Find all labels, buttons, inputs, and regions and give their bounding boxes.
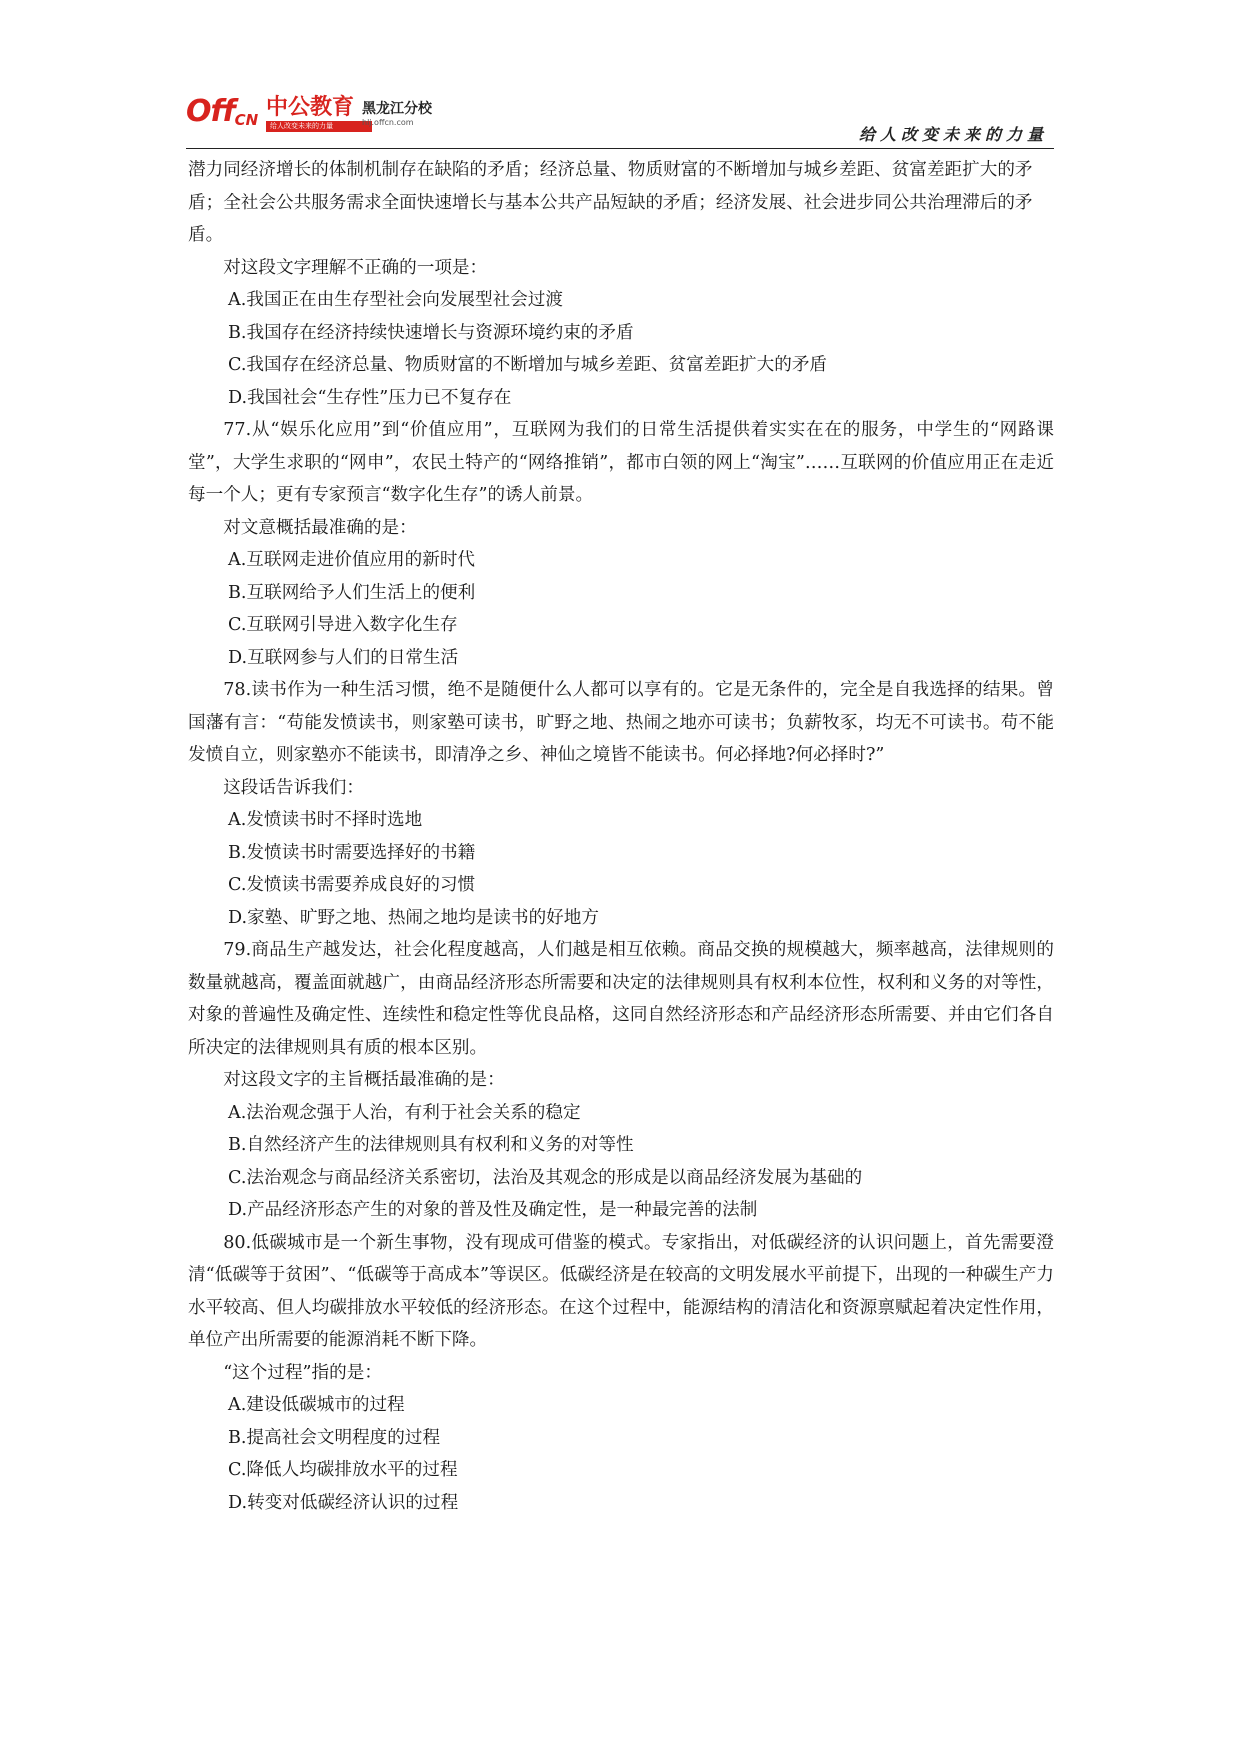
brand-slogan: 给人改变未来的力量 [266, 121, 372, 132]
q79-passage: 79.商品生产越发达，社会化程度越高，人们越是相互依赖。商品交换的规模越大，频率越高，法律规则的数量就越高，覆盖面就越广，由商品经济形态所需要和决定的法律规则具有权利本位性，权利和义务的对等性，对象的普遍性及确定性、连续性和稳定性等优良品格，这同自然经济形态和产品经济形态所需要、并由它们各自所决定的法律规则具有质的根本区别。 [188, 940, 1054, 1058]
q76-continuation: 潜力同经济增长的体制机制存在缺陷的矛盾；经济总量、物质财富的不断增加与城乡差距、贫富差距扩大的矛盾；全社会公共服务需求全面快速增长与基本公共产品短缺的矛盾；经济发展、社会进步同公共治理滞后的矛盾。 [188, 160, 1033, 245]
q78-option-d: D.家塾、旷野之地、热闹之地均是读书的好地方 [228, 907, 599, 928]
document-body [188, 154, 1054, 1519]
q78-option-b: B.发愤读书时需要选择好的书籍 [228, 842, 476, 863]
q80-question: “这个过程”指的是： [223, 1362, 382, 1383]
school-name: 黑龙江分校 [362, 101, 432, 117]
q78-option-a: A.发愤读书时不择时选地 [228, 810, 423, 830]
q80-option-c: C.降低人均碳排放水平的过程 [228, 1460, 458, 1480]
q77-question: 对文意概括最准确的是： [223, 517, 417, 538]
q79-option-b: B.自然经济产生的法律规则具有权利和义务的对等性 [228, 1135, 634, 1155]
offcn-logo: OffCN [186, 94, 259, 129]
q80-passage: 80.低碳城市是一个新生事物，没有现成可借鉴的模式。专家指出，对低碳经济的认识问题上，首先需要澄清“低碳等于贫困”、“低碳等于高成本”等误区。低碳经济是在较高的文明发展水平前提下，出现的一种碳生产力水平较高、但人均碳排放水平较低的经济形态。在这个过程中，能源结构的清洁化和资源禀赋起着决定性作用，单位产出所需要的能源消耗不断下降。 [188, 1232, 1054, 1350]
q78-option-c: C.发愤读书需要养成良好的习惯 [228, 875, 476, 895]
q79-option-c: C.法治观念与商品经济关系密切，法治及其观念的形成是以商品经济发展为基础的 [228, 1167, 863, 1188]
q79-option-d: D.产品经济形态产生的对象的普及性及确定性，是一种最完善的法制 [228, 1200, 758, 1220]
q80-option-b: B.提高社会文明程度的过程 [228, 1427, 441, 1448]
q77-option-a: A.互联网走进价值应用的新时代 [228, 550, 476, 570]
brand-name: 中公教育 [266, 95, 355, 120]
page-header [186, 86, 1054, 149]
q78-question: 这段话告诉我们： [223, 777, 364, 798]
school-block [362, 100, 432, 128]
header-slogan: 给人改变未来的力量 [858, 125, 1048, 144]
q76-question: 对这段文字理解不正确的一项是： [223, 257, 488, 278]
school-url: hlj.offcn.com [362, 118, 414, 127]
q76-option-b: B.我国存在经济持续快速增长与资源环境约束的矛盾 [228, 322, 634, 343]
q76-option-c: C.我国存在经济总量、物质财富的不断增加与城乡差距、贫富差距扩大的矛盾 [228, 355, 828, 375]
q77-option-b: B.互联网给予人们生活上的便利 [228, 582, 476, 603]
q80-option-a: A.建设低碳城市的过程 [228, 1395, 405, 1415]
q78-passage: 78.读书作为一种生活习惯，绝不是随便什么人都可以享有的。它是无条件的，完全是自我选择的结果。曾国藩有言：“苟能发愤读书，则家塾可读书，旷野之地、热闹之地亦可读书；负薪牧豕，均无不可读书。苟不能发愤自立，则家塾亦不能读书，即清净之乡、神仙之境皆不能读书。何必择地?何必择时?” [188, 680, 1054, 765]
q79-question: 对这段文字的主旨概括最准确的是： [223, 1070, 505, 1090]
q77-passage: 77.从“娱乐化应用”到“价值应用”，互联网为我们的日常生活提供着实实在在的服务，中学生的“网路课堂”，大学生求职的“网申”，农民土特产的“网络推销”，都市白领的网上“淘宝”……互联网的价值应用正在走近每一个人；更有专家预言“数字化生存”的诱人前景。 [188, 420, 1054, 505]
q80-option-d: D.转变对低碳经济认识的过程 [228, 1492, 459, 1513]
q77-option-c: C.互联网引导进入数字化生存 [228, 615, 458, 635]
q76-option-a: A.我国正在由生存型社会向发展型社会过渡 [228, 290, 563, 310]
q76-option-d: D.我国社会“生存性”压力已不复存在 [228, 387, 512, 408]
brand-block [266, 96, 372, 132]
q77-option-d: D.互联网参与人们的日常生活 [228, 647, 459, 668]
q79-option-a: A.法治观念强于人治，有利于社会关系的稳定 [228, 1102, 581, 1123]
